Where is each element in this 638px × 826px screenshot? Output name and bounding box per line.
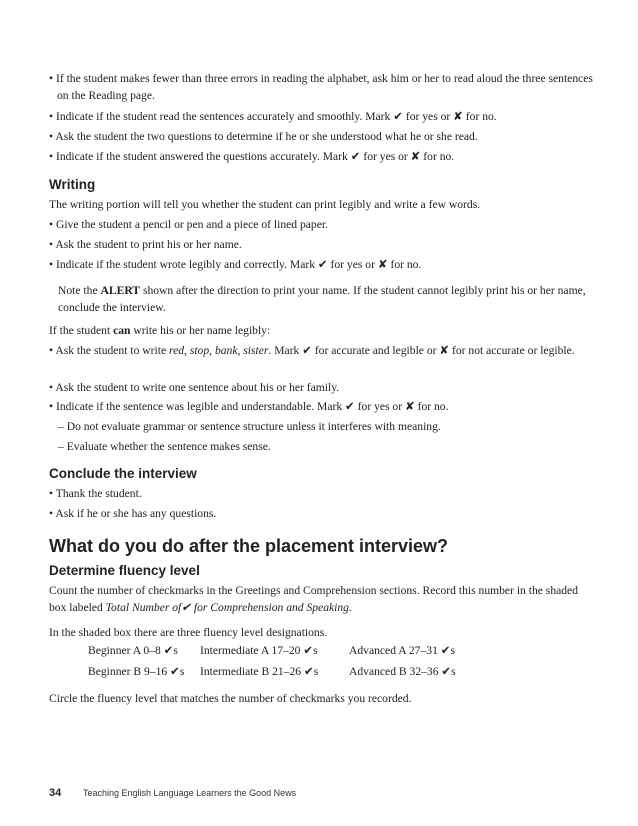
note-alert: ALERT	[100, 284, 141, 297]
can-prefix: If the student	[49, 324, 114, 337]
reading-bullet: • Ask the student the two questions to determine if he or she understood what he or she read.	[49, 130, 478, 143]
can-rest: write his or her name legibly:	[130, 324, 271, 337]
book-title: Teaching English Language Learners the Good News	[83, 788, 297, 798]
can-write-intro	[49, 322, 594, 339]
dash-item: – Do not evaluate grammar or sentence structure unless it interferes with meaning.	[58, 420, 441, 433]
reading-bullet: • Indicate if the student answered the questions accurately. Mark ✔ for yes or ✘ for no.	[49, 150, 455, 163]
count-text: Count the number of checkmarks in the Greetings and Comprehension sections. Record this number in the shaded box labeled	[49, 584, 579, 614]
fluency-level: Intermediate A 17–20 ✔s	[200, 644, 318, 657]
fluency-level: Intermediate B 21–26 ✔s	[200, 665, 319, 678]
fluency-level: Advanced A 27–31 ✔s	[349, 644, 455, 657]
writing-bullet: • Give the student a pencil or pen and a piece of lined paper.	[49, 218, 328, 231]
alert-note	[58, 282, 588, 316]
words-prefix: • Ask the student to write	[49, 344, 169, 357]
shaded-box-label: Total Number of✔ for Comprehension and Speaking.	[105, 601, 352, 614]
words-rest: . Mark ✔ for accurate and legible or ✘ for not accurate or legible.	[268, 344, 575, 357]
count-paragraph	[49, 582, 594, 616]
words-list: red, stop, bank, sister	[169, 344, 269, 357]
fluency-subheading: Determine fluency level	[49, 563, 200, 578]
circle-instruction: Circle the fluency level that matches the number of checkmarks you recorded.	[49, 692, 412, 705]
writing-bullet: • Ask the student to print his or her name.	[49, 238, 242, 251]
writing-intro: The writing portion will tell you whether the student can print legibly and write a few words.	[49, 198, 481, 211]
note-prefix: Note the	[58, 284, 101, 297]
after-interview-heading: What do you do after the placement interview?	[49, 536, 449, 556]
writing-bullet: • Ask the student to write one sentence about his or her family.	[49, 381, 340, 394]
fluency-level: Advanced B 32–36 ✔s	[349, 665, 456, 678]
page-number: 34	[49, 787, 62, 799]
fluency-level: Beginner A 0–8 ✔s	[88, 644, 178, 657]
dash-item: – Evaluate whether the sentence makes sense.	[58, 440, 271, 453]
conclude-bullet: • Ask if he or she has any questions.	[49, 507, 217, 520]
reading-bullet: • Indicate if the student read the sentences accurately and smoothly. Mark ✔ for yes or ✘ for no.	[49, 110, 497, 123]
note-rest: shown after the direction to print your name. If the student cannot legibly print his or her name, conclude the interview.	[58, 284, 586, 314]
fluency-level: Beginner B 9–16 ✔s	[88, 665, 185, 678]
writing-bullet: • Indicate if the sentence was legible and understandable. Mark ✔ for yes or ✘ for no.	[49, 400, 449, 413]
conclude-bullet: • Thank the student.	[49, 487, 142, 500]
designations-intro: In the shaded box there are three fluency level designations.	[49, 626, 328, 639]
writing-heading: Writing	[49, 177, 96, 192]
conclude-heading: Conclude the interview	[49, 466, 197, 481]
write-words-bullet	[49, 342, 602, 359]
can-bold: can	[113, 324, 131, 337]
writing-bullet: • Indicate if the student wrote legibly and correctly. Mark ✔ for yes or ✘ for no.	[49, 258, 422, 271]
reading-bullet: • If the student makes fewer than three errors in reading the alphabet, ask him or her to read aloud the three sentences on the Reading page.	[49, 72, 593, 102]
